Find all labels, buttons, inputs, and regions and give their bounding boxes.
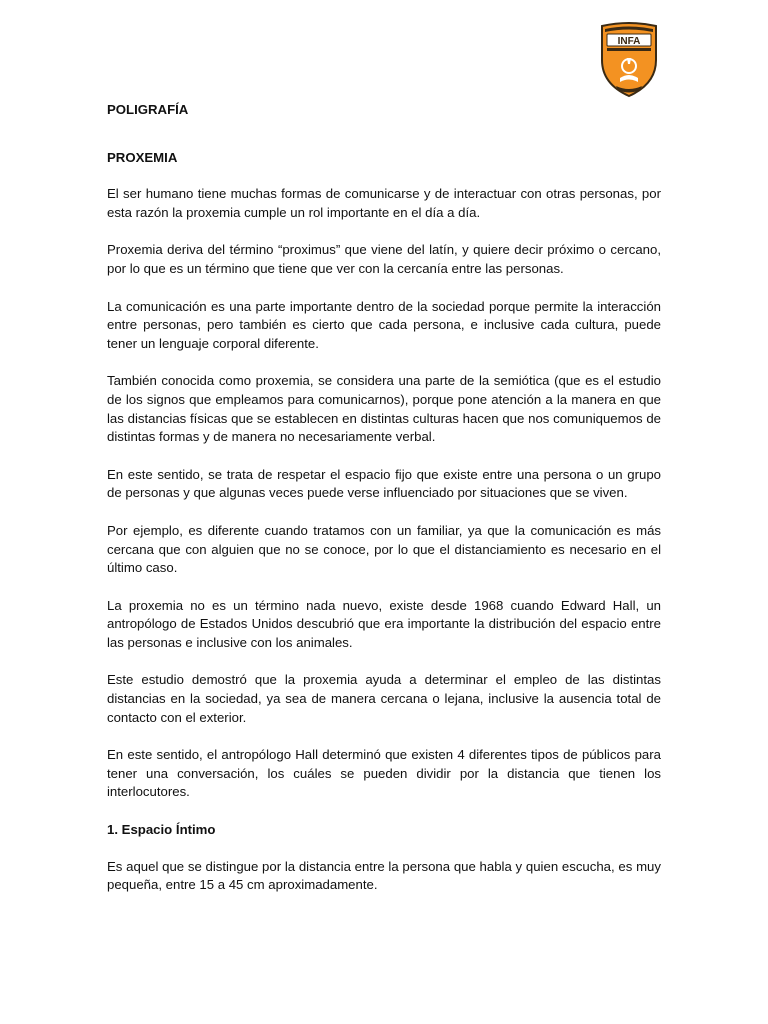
paragraph: Este estudio demostró que la proxemia ayuda a determinar el empleo de las distintas distancias en la sociedad, ya sea de manera cercana o lejana, inclusive la ausencia total de contacto con el exterior. [107, 672, 661, 725]
paragraph: En este sentido, el antropólogo Hall determinó que existen 4 diferentes tipos de públicos para tener una conversación, los cuáles se pueden dividir por la distancia que tienen los interlocutores. [107, 747, 661, 800]
paragraph: La comunicación es una parte importante dentro de la sociedad porque permite la interacción entre personas, pero también es cierto que cada persona, e inclusive cada cultura, puede tener un lenguaje corporal diferente. [107, 298, 661, 351]
section-heading: 1. Espacio Íntimo [107, 822, 216, 838]
document-subtitle: PROXEMIA [107, 149, 178, 165]
paragraph: El ser humano tiene muchas formas de comunicarse y de interactuar con otras personas, por esta razón la proxemia cumple un rol importante en el día a día. [107, 186, 661, 220]
paragraph: También conocida como proxemia, se considera una parte de la semiótica (que es el estudio de los signos que empleamos para comunicarnos), porque pone atención a la manera en que las distancias físicas que se establecen en distintas culturas hacen que nos comuniquemos de distintas formas y de manera no necesariamente verbal. [107, 373, 661, 445]
document-body [107, 101, 661, 914]
shield-emblem [598, 20, 660, 98]
section-paragraph: Es aquel que se distingue por la distancia entre la persona que habla y quien escucha, es muy pequeña, entre 15 a 45 cm aproximadamente. [107, 858, 661, 893]
logo-text: INFA [617, 36, 641, 47]
paragraph: Por ejemplo, es diferente cuando tratamos con un familiar, ya que la comunicación es más cercana que con alguien que no se conoce, por lo que el distanciamiento es necesario en el último caso. [107, 522, 661, 576]
paragraph: En este sentido, se trata de respetar el espacio fijo que existe entre una persona o un grupo de personas y que algunas veces puede verse influenciado por situaciones que se viven. [107, 466, 661, 501]
infa-logo [598, 20, 660, 98]
paragraph: La proxemia no es un término nada nuevo, existe desde 1968 cuando Edward Hall, un antropólogo de Estados Unidos descubrió que era importante la distribución del espacio entre las personas e inclusive con los animales. [107, 597, 661, 650]
paragraph: Proxemia deriva del término “proximus” que viene del latín, y quiere decir próximo o cercano, por lo que es un término que tiene que ver con la cercanía entre las personas. [107, 242, 661, 276]
document-title: POLIGRAFÍA [107, 102, 189, 117]
